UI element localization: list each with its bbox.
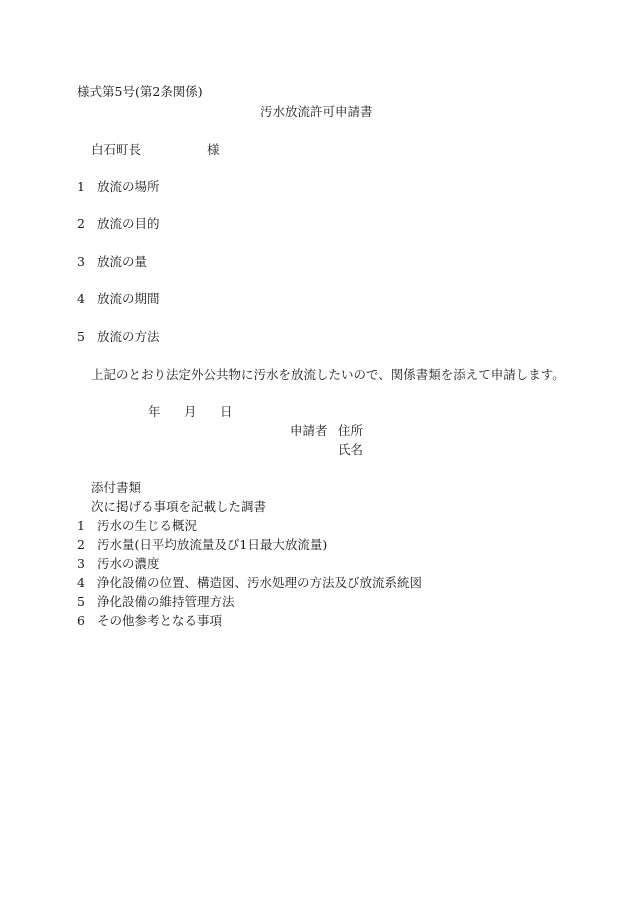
form-item-4 xyxy=(77,293,160,306)
attachment-item-number: 3 xyxy=(77,556,85,571)
attachment-item-2 xyxy=(77,539,327,552)
applicant-address-label: 住所 xyxy=(338,423,364,438)
form-item-3 xyxy=(77,256,147,269)
attachment-item-number: 4 xyxy=(77,575,85,590)
addressee-honorific: 様 xyxy=(207,142,220,157)
attachments-heading: 添付書類 xyxy=(91,480,142,495)
form-item-number: 3 xyxy=(77,254,85,269)
attachment-item-5 xyxy=(77,596,235,609)
attachment-item-1 xyxy=(77,520,197,533)
form-item-1 xyxy=(77,181,160,194)
document-title: 汚水放流許可申請書 xyxy=(260,104,373,119)
attachment-item-3 xyxy=(77,558,160,571)
date-month: 月 xyxy=(184,404,197,419)
form-item-number: 5 xyxy=(77,329,85,344)
attachment-item-number: 6 xyxy=(77,613,85,628)
attachment-item-label: 浄化設備の維持管理方法 xyxy=(97,594,235,609)
date-day: 日 xyxy=(220,404,233,419)
form-item-2 xyxy=(77,218,160,231)
attachment-item-label: 汚水量(日平均放流量及び1日最大放流量) xyxy=(97,537,328,552)
attachments-intro: 次に掲げる事項を記載した調書 xyxy=(91,499,267,514)
form-item-label: 放流の目的 xyxy=(97,216,160,231)
form-item-number: 4 xyxy=(77,291,85,306)
addressee-name: 白石町長 xyxy=(91,142,142,157)
attachment-item-label: 汚水の生じる概況 xyxy=(97,518,198,533)
attachment-item-4 xyxy=(77,577,422,590)
attachment-item-6 xyxy=(77,615,222,628)
attachment-item-label: その他参考となる事項 xyxy=(97,613,223,628)
attachment-item-number: 1 xyxy=(77,518,85,533)
form-item-label: 放流の場所 xyxy=(97,179,160,194)
date-year: 年 xyxy=(148,404,161,419)
attachment-item-number: 2 xyxy=(77,537,85,552)
form-item-label: 放流の期間 xyxy=(97,291,160,306)
attachment-item-label: 汚水の濃度 xyxy=(97,556,160,571)
attachment-item-number: 5 xyxy=(77,594,85,609)
application-statement: 上記のとおり法定外公共物に汚水を放流したいので、関係書類を添えて申請します。 xyxy=(91,367,565,382)
attachment-item-label: 浄化設備の位置、構造図、汚水処理の方法及び放流系統図 xyxy=(97,575,423,590)
applicant-name-label: 氏名 xyxy=(338,442,364,457)
form-item-5 xyxy=(77,331,160,344)
applicant-label: 申請者 xyxy=(290,423,328,438)
form-item-number: 2 xyxy=(77,216,85,231)
form-item-number: 1 xyxy=(77,179,85,194)
form-item-label: 放流の方法 xyxy=(97,329,160,344)
form-label: 様式第5号(第2条関係) xyxy=(77,84,203,99)
form-item-label: 放流の量 xyxy=(97,254,148,269)
